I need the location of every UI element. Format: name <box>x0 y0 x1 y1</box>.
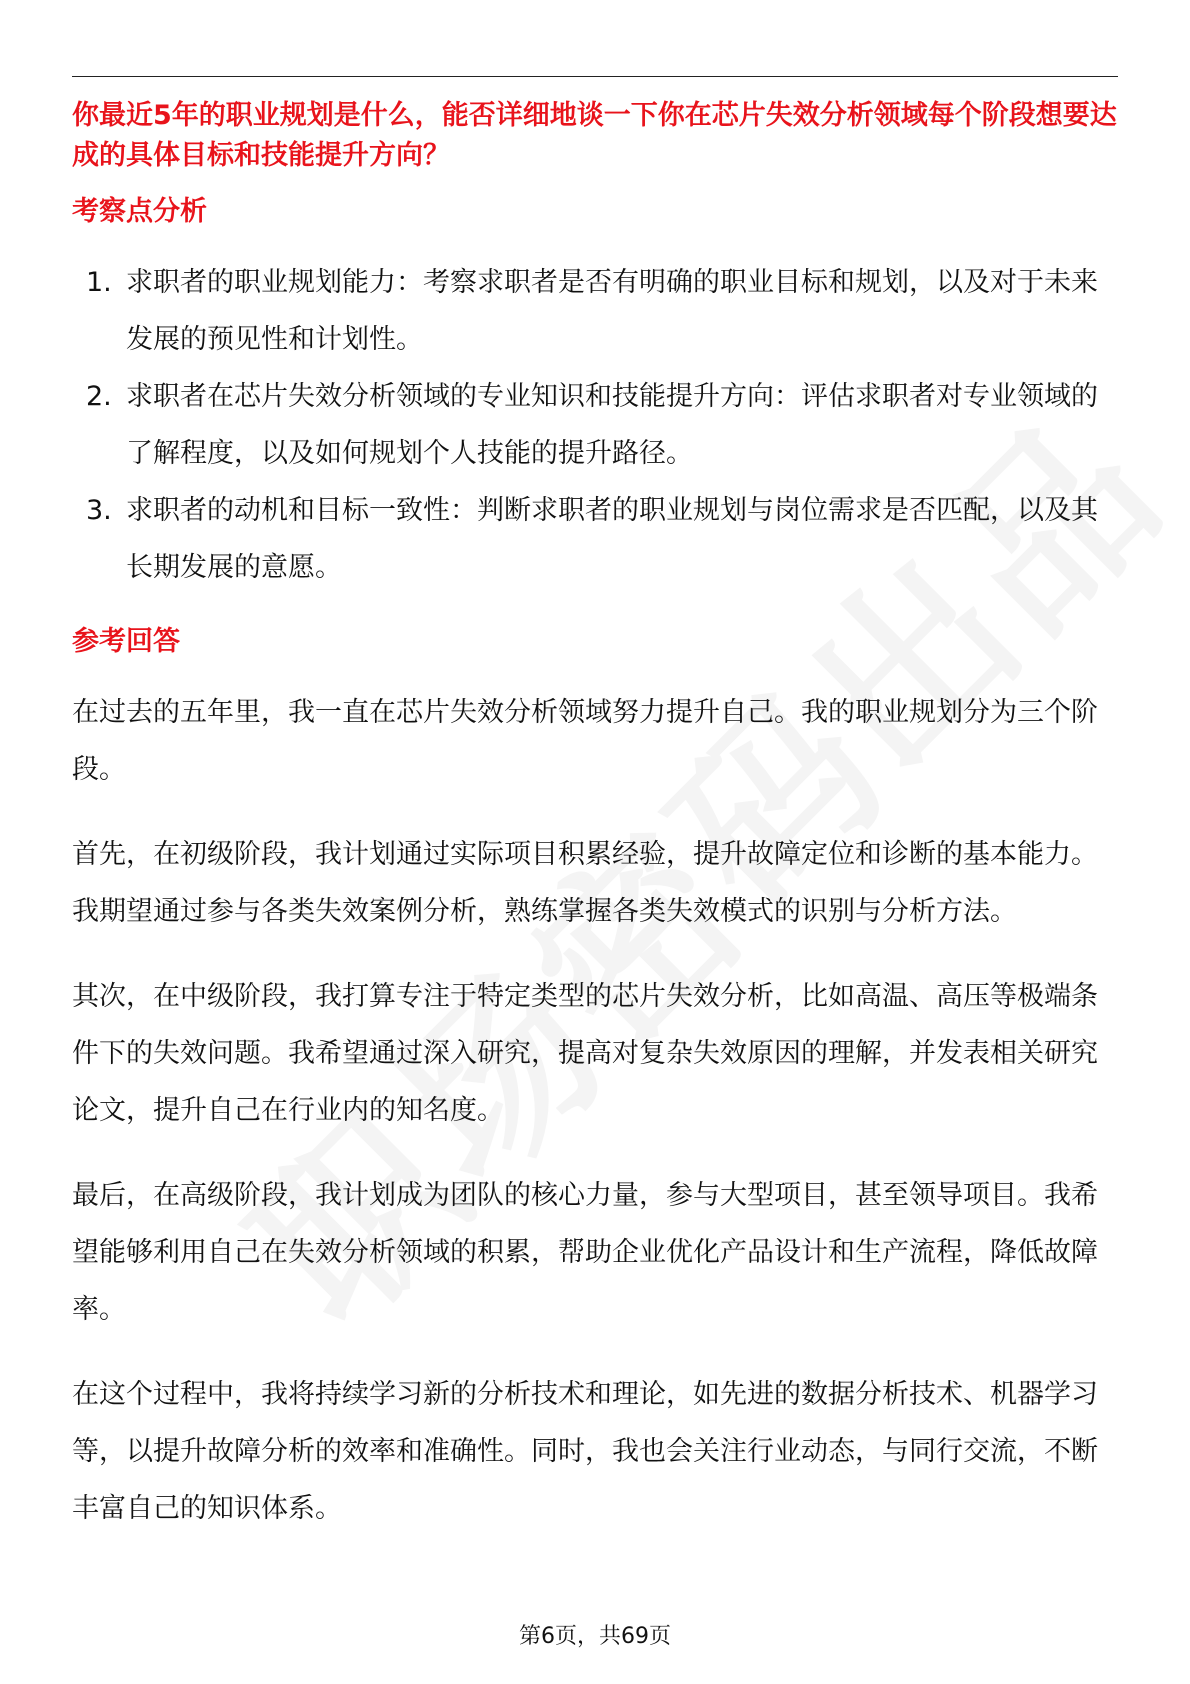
analysis-item-text: 求职者的动机和目标一致性：判断求职者的职业规划与岗位需求是否匹配，以及其长期发展的意愿。 <box>126 495 1098 583</box>
analysis-list <box>72 254 1118 596</box>
question-title: 你最近5年的职业规划是什么，能否详细地谈一下你在芯片失效分析领域每个阶段想要达成的具体目标和技能提升方向？ <box>72 100 1117 171</box>
analysis-section-title: 考察点分析 <box>72 196 207 227</box>
analysis-item <box>72 368 1118 482</box>
answer-paragraph: 其次，在中级阶段，我打算专注于特定类型的芯片失效分析，比如高温、高压等极端条件下的失效问题。我希望通过深入研究，提高对复杂失效原因的理解，并发表相关研究论文，提升自己在行业内的知名度。 <box>72 981 1098 1126</box>
answer-section-title: 参考回答 <box>72 626 180 657</box>
answer-paragraph: 首先，在初级阶段，我计划通过实际项目积累经验，提升故障定位和诊断的基本能力。我期望通过参与各类失效案例分析，熟练掌握各类失效模式的识别与分析方法。 <box>72 839 1098 927</box>
analysis-item-text: 求职者的职业规划能力：考察求职者是否有明确的职业目标和规划，以及对于未来发展的预见性和计划性。 <box>126 267 1098 355</box>
analysis-item-number: 2. <box>86 381 112 412</box>
analysis-item-number: 1. <box>86 267 112 298</box>
answer-paragraph: 在这个过程中，我将持续学习新的分析技术和理论，如先进的数据分析技术、机器学习等，以提升故障分析的效率和准确性。同时，我也会关注行业动态，与同行交流，不断丰富自己的知识体系。 <box>72 1379 1098 1524</box>
answer-paragraph: 最后，在高级阶段，我计划成为团队的核心力量，参与大型项目，甚至领导项目。我希望能够利用自己在失效分析领域的积累，帮助企业优化产品设计和生产流程，降低故障率。 <box>72 1180 1098 1325</box>
analysis-item <box>72 254 1118 368</box>
header-divider <box>72 76 1118 77</box>
page-content <box>72 96 1118 1537</box>
page-number: 第6页，共69页 <box>519 1624 671 1649</box>
analysis-item-number: 3. <box>86 495 112 526</box>
analysis-item <box>72 482 1118 596</box>
analysis-item-text: 求职者在芯片失效分析领域的专业知识和技能提升方向：评估求职者对专业领域的了解程度，以及如何规划个人技能的提升路径。 <box>126 381 1098 469</box>
answer-paragraph: 在过去的五年里，我一直在芯片失效分析领域努力提升自己。我的职业规划分为三个阶段。 <box>72 697 1098 785</box>
